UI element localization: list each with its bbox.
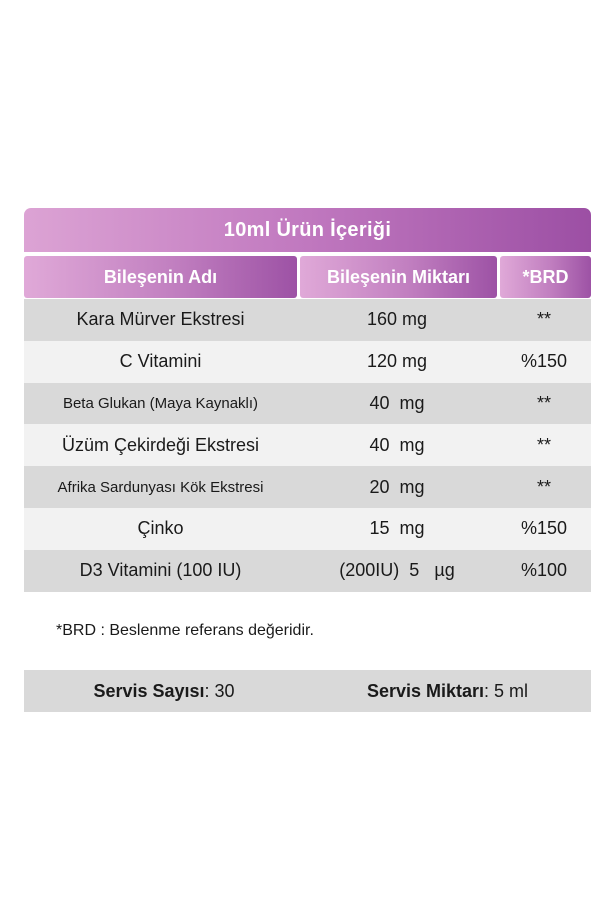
table-row	[24, 550, 591, 592]
serving-size-value: : 5 ml	[484, 680, 529, 701]
ingredient-rdi: **	[536, 392, 551, 413]
ingredient-rdi: **	[536, 434, 551, 455]
ingredient-amount: 40 mg	[369, 392, 425, 413]
ingredient-rdi: **	[536, 309, 551, 330]
header-ingredient-amount: Bileşenin Miktarı	[300, 256, 497, 298]
ingredient-rdi: %150	[520, 518, 568, 539]
ingredient-amount: 160 mg	[366, 309, 428, 330]
rdi-footnote: *BRD : Beslenme referans değeridir.	[56, 622, 314, 639]
table-row	[24, 424, 591, 466]
ingredient-amount: 120 mg	[366, 351, 428, 372]
ingredient-name: Afrika Sardunyası Kök Ekstresi	[57, 478, 264, 496]
table-row	[24, 299, 591, 341]
servings-count	[24, 681, 304, 702]
header-rdi: *BRD	[500, 256, 591, 298]
table-title	[24, 208, 591, 252]
ingredient-name: Çinko	[137, 518, 184, 539]
table-header-row	[24, 256, 591, 298]
serving-size	[304, 681, 591, 702]
servings-label: Servis Sayısı	[93, 680, 205, 701]
table-row	[24, 383, 591, 425]
ingredient-amount: 15 mg	[369, 518, 425, 539]
ingredient-amount: (200IU) 5 µg	[339, 560, 455, 581]
table-row	[24, 341, 591, 383]
header-ingredient-name: Bileşenin Adı	[24, 256, 297, 298]
ingredient-name: Kara Mürver Ekstresi	[76, 309, 245, 330]
serving-info-bar	[24, 670, 591, 712]
ingredient-rdi: %100	[520, 560, 568, 581]
table-row	[24, 508, 591, 550]
ingredient-rdi: %150	[520, 351, 568, 372]
table-title-text: 10ml Ürün İçeriği	[223, 218, 392, 241]
table-row	[24, 466, 591, 508]
ingredient-amount: 40 mg	[369, 434, 425, 455]
table-body	[24, 299, 591, 592]
ingredient-name: Üzüm Çekirdeği Ekstresi	[61, 434, 260, 455]
ingredient-name: Beta Glukan (Maya Kaynaklı)	[62, 394, 259, 412]
ingredient-name: D3 Vitamini (100 IU)	[79, 560, 242, 581]
ingredient-amount: 20 mg	[369, 476, 425, 497]
serving-size-label: Servis Miktarı	[366, 680, 485, 701]
ingredient-name: C Vitamini	[119, 351, 202, 372]
ingredient-rdi: **	[536, 476, 551, 497]
servings-value: : 30	[204, 680, 235, 701]
